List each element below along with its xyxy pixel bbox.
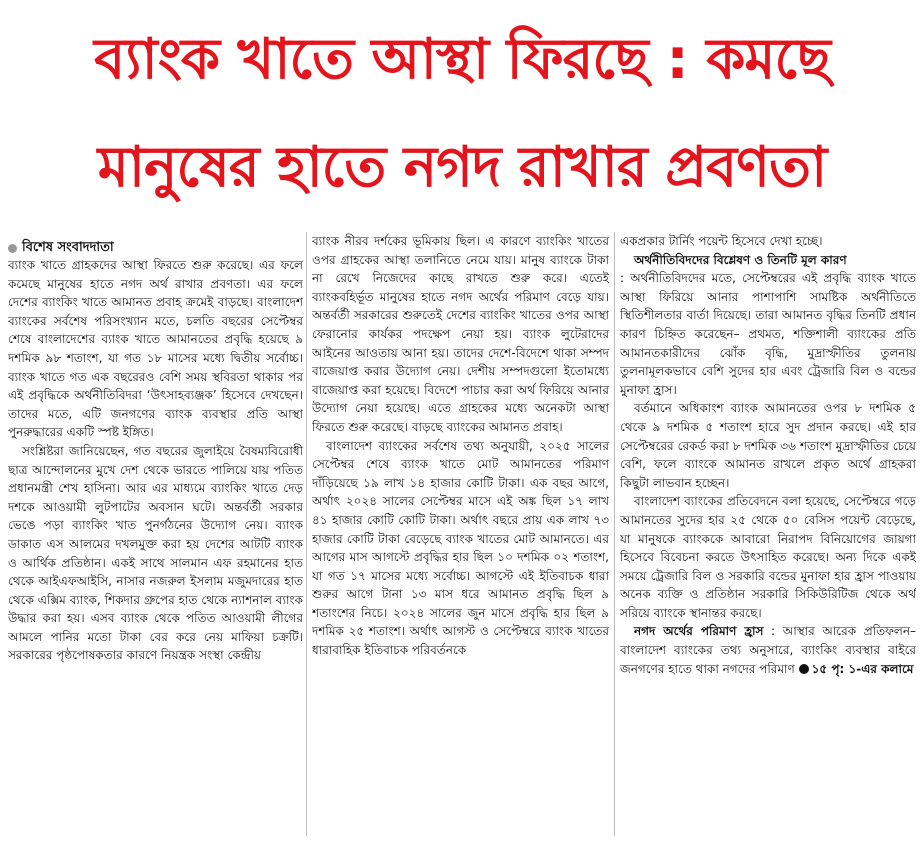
paragraph	[620, 622, 916, 678]
paragraph: ব্যাংক খাতে গ্রাহকদের আস্থা ফিরতে শুরু করেছে। এর ফলে কমেছে মানুষের হাতে নগদ অর্থ রাখার প্রবণতা। এর ফলে দেশের ব্যাংকিং খাতে আমানত প্রবাহ ক্রমেই বাড়ছে। বাংলাদেশ ব্যাংকের সর্বশেষ পরিসংখ্যান মতে, চলতি বছরের সেপ্টেম্বর শেষে বাংলাদেশের ব্যাংক খাতে আমানতের প্রবৃদ্ধি হয়েছে ৯ দশমিক ৯৮ শতাংশ, যা গত ১৮ মাসের মধ্যে দ্বিতীয় সর্বোচ্চ। ব্যাংক খাতে গত এক বছরেরও বেশি সময় স্থবিরতা থাকার পর এই প্রবৃদ্ধিকে অর্থনীতিবিদরা ‘উৎসাহব্যঞ্জক’ হিসেবে দেখছেন। তাদের মতে, এটি জনগণের ব্যাংক ব্যবস্থার প্রতি আস্থা পুনরুদ্ধারের একটি স্পষ্ট ইঙ্গিত।	[8, 258, 303, 440]
continued-arrow-icon	[799, 664, 809, 674]
article-column-2	[312, 232, 609, 836]
continuation-text: ১৫ পৃ: ১-এর কলামে	[811, 661, 914, 676]
paragraph: : অর্থনীতিবিদদের মতে, সেপ্টেম্বরের এই প্রবৃদ্ধি ব্যাংক খাতে আস্থা ফিরিয়ে আনার পাশাপাশি সামষ্টিক অর্থনীতিতে স্থিতিশীলতার বার্তা দিয়েছে। তারা আমানত বৃদ্ধির তিনটি প্রধান কারণ চিহ্নিত করেছেন– প্রথমত, শক্তিশালী ব্যাংকের প্রতি আমানতকারীদের ঝোঁক বৃদ্ধি, মুদ্রাস্ফীতির তুলনায় তুলনামূলকভাবে বেশি সুদের হার এবং ট্রেজারি বিল ও বন্ডের মুনাফা হ্রাস।	[620, 271, 916, 397]
paragraph: ব্যাংক নীরব দর্শকের ভূমিকায় ছিল। এ কারণে ব্যাংকিং খাতের ওপর গ্রাহকের আস্থা তলানিতে নেমে যায়। মানুষ ব্যাংকে টাকা না রেখে নিজেদের কাছে রাখতে শুরু করে। এতেই ব্যাংকবহির্ভূত মানুষের হাতে নগদ অর্থের পরিমাণ বেড়ে যায়। অন্তর্বর্তী সরকারের শুরুতেই দেশের ব্যাংকিং খাতের ওপর আস্থা ফেরানোর কার্যকর পদক্ষেপ নেয়া হয়। ব্যাংক লুটেরাদের আইনের আওতায় আনা হয়। তাদের দেশে-বিদেশে থাকা সম্পদ বাজেয়াপ্ত করার উদ্যোগ নেয়। দেশীয় সম্পদগুলো ইতোমধ্যে বাজেয়াপ্ত করা হয়েছে। বিদেশে পাচার করা অর্থ ফিরিয়ে আনার উদ্যোগ নেয়া হয়েছে। এতে গ্রাহকের মধ্যে অনেকটা আস্থা ফিরতে শুরু করেছে। বাড়ছে ব্যাংকের আমানত প্রবাহ।	[312, 234, 609, 434]
headline	[6, 6, 918, 228]
bullet-icon	[8, 244, 17, 253]
column-divider	[614, 232, 615, 836]
paragraph-text: : আস্থার আরেক প্রতিফলন– বাংলাদেশ ব্যাংকের তথ্য অনুসারে, ব্যাংকিং ব্যবস্থার বাইরে জনগণের হাতে থাকা নগদের পরিমাণ	[620, 624, 916, 676]
paragraph: সংশ্লিষ্টরা জানিয়েছেন, গত বছরের জুলাইয়ে বৈষম্যবিরোধী ছাত্র আন্দোলনের মুখে দেশ থেকে ভারতে পালিয়ে যায় পতিত প্রধানমন্ত্রী শেখ হাসিনা। আর এর মাধ্যমে ব্যাংকিং খাতে দেড় দশকে আওয়ামী লুটপাটের অবসান ঘটে। অন্তর্বর্তী সরকার ভেঙে পড়া ব্যাংকিং খাত পুনর্গঠনের উদ্যোগ নেয়। ব্যাংক ডাকাত এস আলমের দখলমুক্ত করা হয় দেশের আটটি ব্যাংক ও আর্থিক প্রতিষ্ঠান। একই সাথে সালমান এফ রহমানের হাত থেকে আইএফআইসি, নাসার নজরুল ইসলাম মজুমদারের হাত থেকে এক্সিম ব্যাংক, শিকদার গ্রুপের হাত থেকে ন্যাশনাল ব্যাংক উদ্ধার করা হয়। এসব ব্যাংক থেকে পতিত আওয়ামী লীগের আমলে পানির মতো টাকা বের করে নেয় মাফিয়া চক্রটি। সরকারের পৃষ্ঠপোষকতার কারণে নিয়ন্ত্রক সংস্থা কেন্দ্রীয়	[8, 443, 303, 663]
paragraph: বাংলাদেশ ব্যাংকের প্রতিবেদনে বলা হয়েছে, সেপ্টেম্বরে গড়ে আমানতের সুদের হার ২৫ থেকে ৫০ বেসিস পয়েন্ট বেড়েছে, যা মানুষকে ব্যাংককে আবারো নিরাপদ বিনিয়োগের জায়গা হিসেবে বিবেচনা করতে উৎসাহিত করেছে। অন্য দিকে একই সময়ে ট্রেজারি বিল ও সরকারি বন্ডের মুনাফা হার হ্রাস পাওয়ায় অনেক ব্যক্তি ও প্রতিষ্ঠান সরকারি সিকিউরিটিজ থেকে অর্থ সরিয়ে ব্যাংকে স্থানান্তর করছে।	[620, 494, 916, 620]
section-subhead: অর্থনীতিবিদদের বিশ্লেষণ ও তিনটি মূল কারণ	[634, 252, 847, 267]
column-divider	[306, 232, 307, 836]
continuation-note	[799, 662, 914, 676]
byline-text: বিশেষ সংবাদদাতা	[22, 240, 114, 255]
headline-line-2: মানুষের হাতে নগদ রাখার প্রবণতা	[97, 135, 827, 200]
paragraph: একপ্রকার টার্নিং পয়েন্ট হিসেবে দেখা হচ্ছে।	[620, 234, 823, 248]
paragraph: বর্তমানে অধিকাংশ ব্যাংক আমানতের ওপর ৮ দশমিক ৫ থেকে ৯ দশমিক ৫ শতাংশ হারে সুদ প্রদান করছে। এই হার সেপ্টেম্বরের রেকর্ড করা ৮ দশমিক ৩৬ শতাংশ মুদ্রাস্ফীতির চেয়ে বেশি, ফলে ব্যাংকে আমানত রাখলে প্রকৃত অর্থে গ্রাহকরা কিছুটা লাভবান হচ্ছেন।	[620, 401, 916, 490]
inline-subhead: নগদ অর্থের পরিমাণ হ্রাস	[634, 624, 764, 639]
paragraph: বাংলাদেশ ব্যাংকের সর্বশেষ তথ্য অনুযায়ী, ২০২৫ সালের সেপ্টেম্বর শেষে ব্যাংক খাতে মোট আমানতের পরিমাণ দাঁড়িয়েছে ১৯ লাখ ১৪ হাজার কোটি টাকা। এক বছর আগে, অর্থাৎ ২০২৪ সালের সেপ্টেম্বর মাসে এই অঙ্ক ছিল ১৭ লাখ ৪১ হাজার কোটি কোটি টাকা। অর্থাৎ বছরে প্রায় এক লাখ ৭৩ হাজার কোটি টাকা বেড়েছে ব্যাংক খাতের মোট আমানতে। এর আগের মাস আগস্টে প্রবৃদ্ধির হার ছিল ১০ দশমিক ০২ শতাংশ, যা গত ১৭ মাসের মধ্যে সর্বোচ্চ। আগস্টে এই ইতিবাচক ধারা শুরুর আগে টানা ১৩ মাস ধরে আমানত প্রবৃদ্ধি ছিল ৯ শতাংশের নিচে। ২০২৪ সালের জুন মাসে প্রবৃদ্ধি হার ছিল ৯ দশমিক ২৫ শতাংশ। অর্থাৎ আগস্ট ও সেপ্টেম্বরে ব্যাংক খাতের ধারাবাহিক ইতিবাচক পরিবর্তনকে	[312, 438, 609, 658]
article-column-1	[8, 256, 303, 836]
article-column-3	[620, 232, 916, 836]
headline-line-1: ব্যাংক খাতে আস্থা ফিরছে : কমছে	[94, 27, 830, 92]
